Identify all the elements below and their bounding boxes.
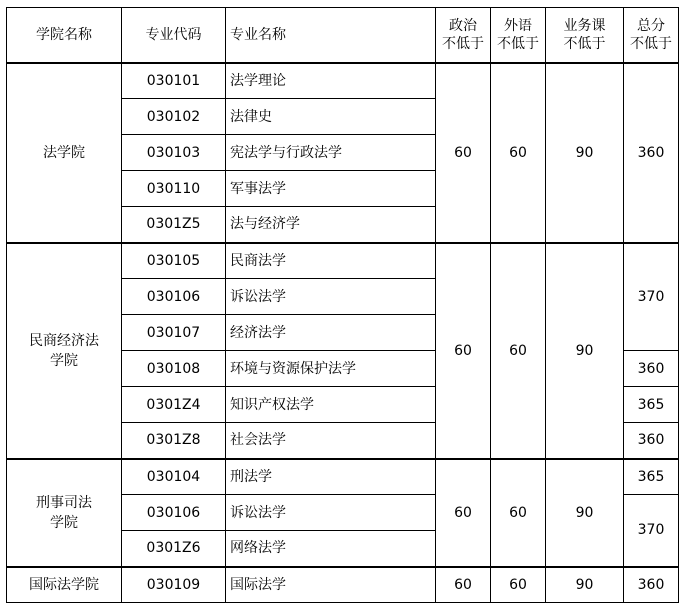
major-code-cell: 030101 (122, 63, 226, 99)
major-code-cell: 030110 (122, 171, 226, 207)
major-name-cell: 刑法学 (226, 459, 436, 495)
major-name-cell: 诉讼法学 (226, 279, 436, 315)
total-score-cell: 365 (624, 387, 679, 423)
college-cell: 刑事司法 学院 (7, 459, 122, 567)
business-score-cell: 90 (546, 243, 624, 459)
major-code-cell: 030102 (122, 99, 226, 135)
language-score-cell: 60 (491, 459, 546, 567)
major-code-cell: 0301Z6 (122, 531, 226, 567)
header-politics: 政治 不低于 (436, 8, 491, 63)
major-name-cell: 军事法学 (226, 171, 436, 207)
total-score-cell: 370 (624, 495, 679, 567)
header-major: 专业名称 (226, 8, 436, 63)
business-score-cell: 90 (546, 459, 624, 567)
college-cell: 民商经济法 学院 (7, 243, 122, 459)
score-requirements-table (6, 7, 679, 603)
major-name-cell: 法与经济学 (226, 207, 436, 243)
major-name-cell: 宪法学与行政法学 (226, 135, 436, 171)
total-score-cell: 370 (624, 243, 679, 351)
major-code-cell: 030107 (122, 315, 226, 351)
major-code-cell: 0301Z8 (122, 423, 226, 459)
major-name-cell: 法律史 (226, 99, 436, 135)
total-score-cell: 365 (624, 459, 679, 495)
total-score-cell: 360 (624, 63, 679, 243)
major-name-cell: 法学理论 (226, 63, 436, 99)
header-code: 专业代码 (122, 8, 226, 63)
total-score-cell: 360 (624, 567, 679, 603)
major-name-cell: 知识产权法学 (226, 387, 436, 423)
language-score-cell: 60 (491, 63, 546, 243)
politics-score-cell: 60 (436, 243, 491, 459)
politics-score-cell: 60 (436, 567, 491, 603)
table-row (7, 243, 679, 279)
politics-score-cell: 60 (436, 63, 491, 243)
table-row (7, 63, 679, 99)
major-code-cell: 0301Z4 (122, 387, 226, 423)
major-code-cell: 030105 (122, 243, 226, 279)
total-score-cell: 360 (624, 351, 679, 387)
header-language: 外语 不低于 (491, 8, 546, 63)
major-name-cell: 网络法学 (226, 531, 436, 567)
college-cell: 国际法学院 (7, 567, 122, 603)
major-name-cell: 国际法学 (226, 567, 436, 603)
table-row (7, 567, 679, 603)
header-total: 总分 不低于 (624, 8, 679, 63)
language-score-cell: 60 (491, 243, 546, 459)
business-score-cell: 90 (546, 63, 624, 243)
major-code-cell: 0301Z5 (122, 207, 226, 243)
table-header-row (7, 8, 679, 63)
major-code-cell: 030106 (122, 495, 226, 531)
header-college: 学院名称 (7, 8, 122, 63)
score-table-document (6, 7, 678, 603)
major-name-cell: 社会法学 (226, 423, 436, 459)
major-name-cell: 环境与资源保护法学 (226, 351, 436, 387)
language-score-cell: 60 (491, 567, 546, 603)
major-code-cell: 030108 (122, 351, 226, 387)
total-score-cell: 360 (624, 423, 679, 459)
major-code-cell: 030103 (122, 135, 226, 171)
major-code-cell: 030104 (122, 459, 226, 495)
business-score-cell: 90 (546, 567, 624, 603)
major-name-cell: 经济法学 (226, 315, 436, 351)
header-business: 业务课 不低于 (546, 8, 624, 63)
politics-score-cell: 60 (436, 459, 491, 567)
major-name-cell: 民商法学 (226, 243, 436, 279)
major-code-cell: 030109 (122, 567, 226, 603)
major-code-cell: 030106 (122, 279, 226, 315)
table-row (7, 459, 679, 495)
major-name-cell: 诉讼法学 (226, 495, 436, 531)
college-cell: 法学院 (7, 63, 122, 243)
